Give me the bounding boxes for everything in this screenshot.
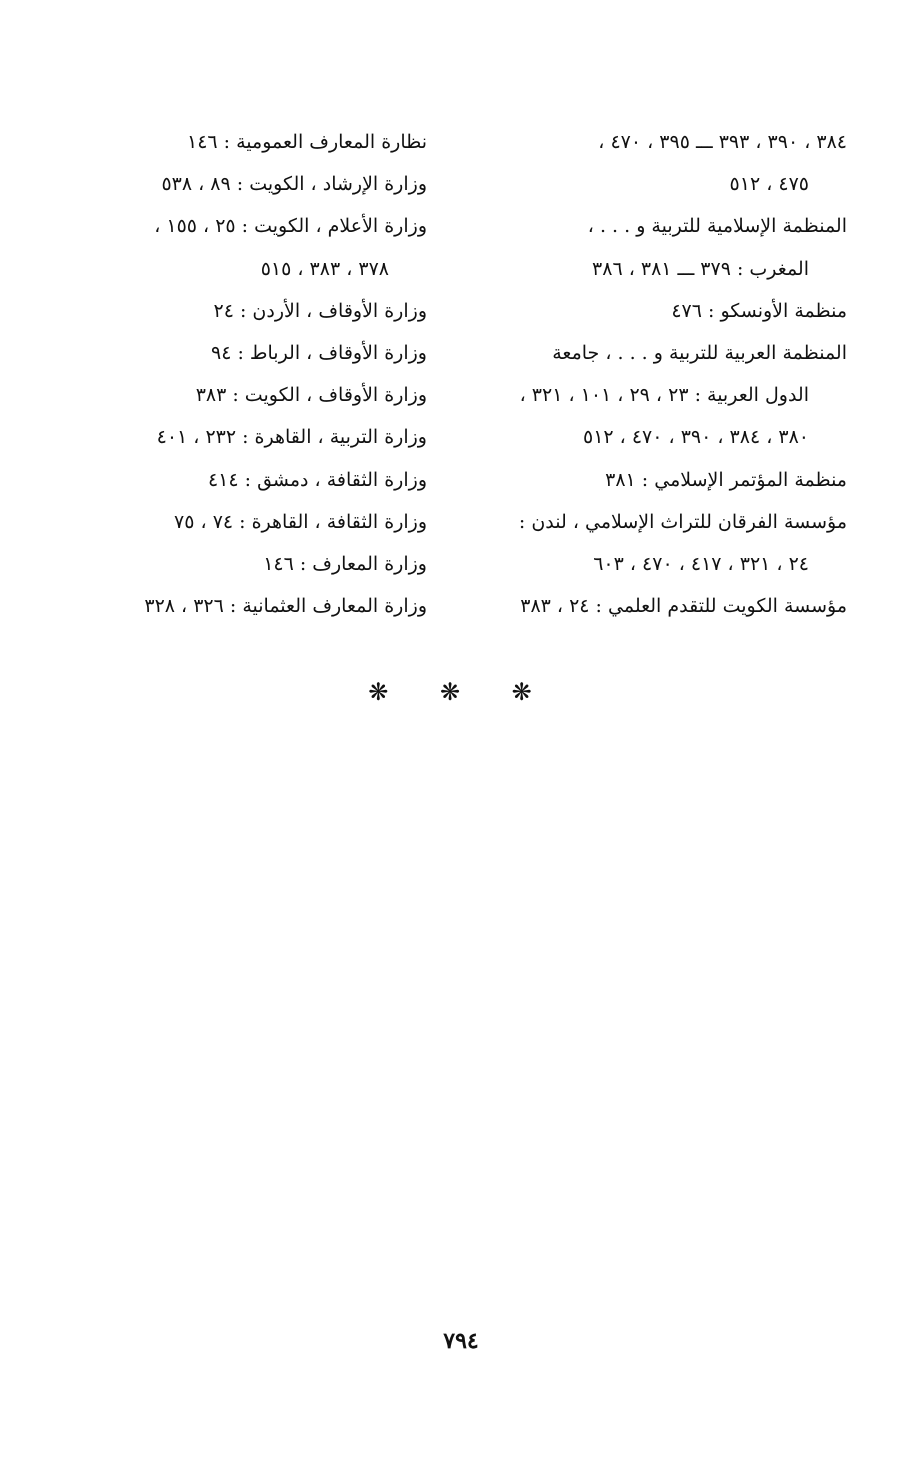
index-entry-continuation: الدول العربية : ٢٣ ، ٢٩ ، ١٠١ ، ٣٢١ ، <box>519 384 809 407</box>
index-entry: المنظمة العربية للتربية و . . . ، جامعة <box>552 341 847 364</box>
index-entry: مؤسسة الكويت للتقدم العلمي : ٢٤ ، ٣٨٣ <box>520 595 847 618</box>
index-entry: ٣٨٤ ، ٣٩٠ ، ٣٩٣ ـــ ٣٩٥ ، ٤٧٠ ، <box>598 131 847 153</box>
index-entry: منظمة المؤتمر الإسلامي : ٣٨١ <box>605 468 847 491</box>
index-entry: مؤسسة الفرقان للتراث الإسلامي ، لندن : <box>518 510 847 533</box>
index-entry: وزارة المعارف : ١٤٦ <box>263 552 427 575</box>
section-separator: ❋ ❋ ❋ <box>368 678 554 706</box>
index-entry: وزارة الأوقاف ، الكويت : ٣٨٣ <box>195 384 427 407</box>
index-column-left <box>47 121 427 627</box>
index-entry: وزارة الثقافة ، القاهرة : ٧٤ ، ٧٥ <box>174 510 427 533</box>
index-entry: منظمة الأونسكو : ٤٧٦ <box>671 299 847 322</box>
index-entry: وزارة الأوقاف ، الرباط : ٩٤ <box>211 341 427 364</box>
index-entry-continuation: ٣٧٨ ، ٣٨٣ ، ٥١٥ <box>260 257 389 280</box>
page-number: ٧٩٤ <box>443 1328 479 1354</box>
index-entry: نظارة المعارف العمومية : ١٤٦ <box>187 131 427 153</box>
index-entry: المنظمة الإسلامية للتربية و . . . ، <box>587 215 847 238</box>
index-entry: وزارة الأوقاف ، الأردن : ٢٤ <box>213 299 427 322</box>
index-column-right <box>467 121 847 627</box>
index-entry: وزارة المعارف العثمانية : ٣٢٦ ، ٣٢٨ <box>144 595 427 618</box>
index-entry: وزارة الثقافة ، دمشق : ٤١٤ <box>207 468 427 491</box>
index-entry-continuation: المغرب : ٣٧٩ ـــ ٣٨١ ، ٣٨٦ <box>592 257 809 280</box>
index-entry: وزارة الإرشاد ، الكويت : ٨٩ ، ٥٣٨ <box>161 173 427 196</box>
index-entry-continuation: ٣٨٠ ، ٣٨٤ ، ٣٩٠ ، ٤٧٠ ، ٥١٢ <box>583 426 809 449</box>
index-entry-continuation: ٢٤ ، ٣٢١ ، ٤١٧ ، ٤٧٠ ، ٦٠٣ <box>593 552 809 575</box>
index-entry: وزارة التربية ، القاهرة : ٢٣٢ ، ٤٠١ <box>156 426 427 449</box>
index-entry: وزارة الأعلام ، الكويت : ٢٥ ، ١٥٥ ، <box>154 215 427 238</box>
index-entry-continuation: ٤٧٥ ، ٥١٢ <box>729 173 809 196</box>
